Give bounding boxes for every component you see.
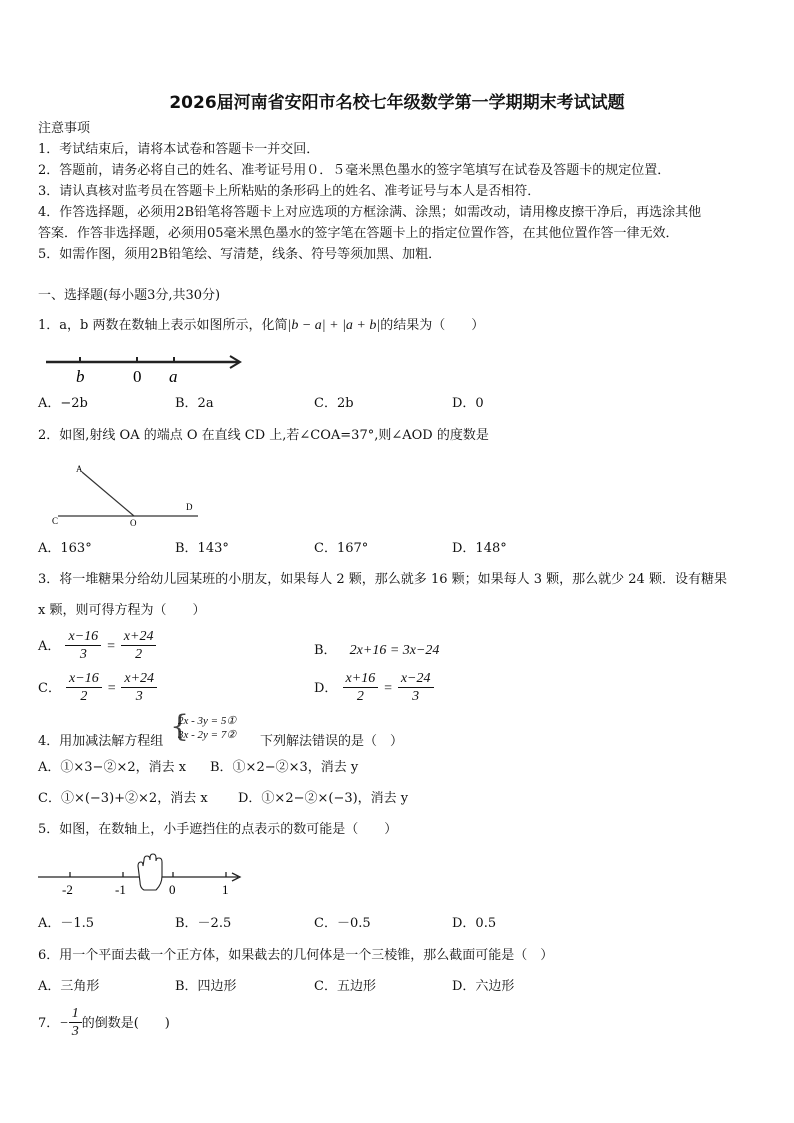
fraction: $\frac{x+24}{3}$ (121, 670, 157, 705)
equation-2: 3x - 2y = 7② (178, 729, 237, 741)
point-label-a: A (76, 464, 83, 474)
option-c: C．－0.5 (314, 916, 371, 931)
fraction: $\frac{1}{3}$ (69, 1005, 82, 1040)
brace-icon: { (170, 709, 190, 744)
option-label: C． (38, 681, 61, 696)
option-b: B．2a (175, 396, 214, 411)
q3-option-d: D． $\frac{x+16}{2}$ = $\frac{x-24}{3}$ (314, 670, 434, 705)
question-1-expression: |b − a| + |a + b| (287, 318, 381, 333)
q1-number-line (44, 348, 244, 388)
notice-item: 4．作答选择题，必须用2B铅笔将答题卡上对应选项的方框涂满、涂黑；如需改动，请用橡皮擦干净后，再选涂其他 (38, 205, 702, 220)
notice-item: 3．请认真核对监考员在答题卡上所粘贴的条形码上的姓名、准考证号与本人是否相符． (38, 184, 541, 199)
fraction: $\frac{x-24}{3}$ (398, 670, 434, 705)
hand-icon (138, 854, 162, 890)
q3-option-c: C． $\frac{x-16}{2}$ = $\frac{x+24}{3}$ (38, 670, 157, 705)
option-a: A．①×3−②×2，消去 x (38, 760, 187, 775)
option-d: D．0 (452, 396, 484, 411)
fraction: $\frac{x-16}{2}$ (66, 670, 102, 705)
question-6: 6．用一个平面去截一个正方体，如果截去的几何体是一个三棱锥，那么截面可能是（ ） (38, 948, 554, 963)
question-3-line-1: 3．将一堆糖果分给幼儿园某班的小朋友，如果每人 2 颗，那么就多 16 颗；如果每人 3 颗，那么就少 24 颗．设有糖果 (38, 572, 727, 587)
notice-item: 2．答题前，请务必将自己的姓名、准考证号用０．５毫米黑色墨水的签字笔填写在试卷及答题卡的规定位置． (38, 163, 671, 178)
axis-label-b: b (76, 367, 85, 386)
axis-label: -2 (62, 882, 73, 897)
question-1-prefix: 1．a，b 两数在数轴上表示如图所示，化简 (38, 318, 288, 333)
option-label: D． (314, 681, 338, 696)
notice-heading: 注意事项 (38, 121, 91, 136)
axis-label-a: a (169, 367, 178, 386)
option-d: D．148° (452, 541, 507, 556)
option-c: C．2b (314, 396, 354, 411)
point-label-c: C (52, 516, 59, 526)
fraction: $\frac{x-16}{3}$ (65, 628, 101, 663)
question-7-prefix: 7． (38, 1016, 60, 1031)
notice-item: 答案．作答非选择题，必须用05毫米黑色墨水的签字笔在答题卡上的指定位置作答，在其他位置作答一律无效． (38, 226, 679, 241)
page-title: 2026届河南省安阳市名校七年级数学第一学期期末考试试题 (169, 93, 625, 113)
question-4-prefix: 4．用加减法解方程组 (38, 734, 164, 749)
option-a: A．－1.5 (38, 916, 95, 931)
option-a: A．三角形 (38, 979, 100, 994)
option-c: C．五边形 (314, 979, 376, 994)
option-b: B．①×2−②×3，消去 y (210, 760, 359, 775)
section-heading: 一、选择题(每小题3分,共30分) (38, 288, 221, 303)
axis-label: 0 (169, 882, 176, 897)
axis-label: 1 (222, 882, 229, 897)
question-1-suffix: 的结果为（ ） (380, 318, 485, 333)
q2-angle-diagram (48, 460, 208, 530)
option-c: C．167° (314, 541, 369, 556)
question-7 (38, 1005, 170, 1040)
option-b: B．四边形 (175, 979, 237, 994)
q3-option-b (314, 639, 439, 659)
equation: 2x+16 = 3x−24 (349, 643, 440, 658)
minus-sign: − (59, 1016, 69, 1031)
option-c: C．①×(−3)+②×2，消去 x (38, 791, 208, 806)
fraction: $\frac{x+24}{2}$ (121, 628, 157, 663)
question-3-line-2: x 颗，则可得方程为（ ） (38, 603, 206, 618)
axis-label-0: 0 (133, 367, 142, 386)
q3-option-a: A． $\frac{x-16}{3}$ = $\frac{x+24}{2}$ (38, 628, 156, 663)
option-label: B． (314, 643, 337, 658)
axis-label: -1 (115, 882, 126, 897)
point-label-d: D (186, 502, 193, 512)
option-a: A．−2b (38, 396, 88, 411)
equation-1: 2x - 3y = 5① (178, 715, 237, 727)
notice-item: 1．考试结束后，请将本试卷和答题卡一并交回． (38, 142, 320, 157)
question-5: 5．如图，在数轴上，小手遮挡住的点表示的数可能是（ ） (38, 822, 398, 837)
fraction: $\frac{x+16}{2}$ (343, 670, 379, 705)
option-label: A． (38, 639, 61, 654)
option-b: B．143° (175, 541, 229, 556)
question-4-suffix: 下列解法错误的是（ ） (260, 734, 404, 749)
option-a: A．163° (38, 541, 92, 556)
question-1 (38, 318, 484, 334)
question-2: 2．如图,射线 OA 的端点 O 在直线 CD 上,若∠COA=37°,则∠AOD 的度数是 (38, 428, 489, 443)
option-d: D．0.5 (452, 916, 497, 931)
option-d: D．①×2−②×(−3)，消去 y (238, 791, 409, 806)
option-b: B．－2.5 (175, 916, 232, 931)
option-d: D．六边形 (452, 979, 515, 994)
question-7-suffix: 的倒数是( ) (81, 1016, 170, 1031)
q5-number-line (36, 852, 246, 898)
point-label-o: O (130, 518, 137, 528)
notice-item: 5．如需作图，须用2B铅笔绘、写清楚，线条、符号等须加黑、加粗． (38, 247, 442, 262)
